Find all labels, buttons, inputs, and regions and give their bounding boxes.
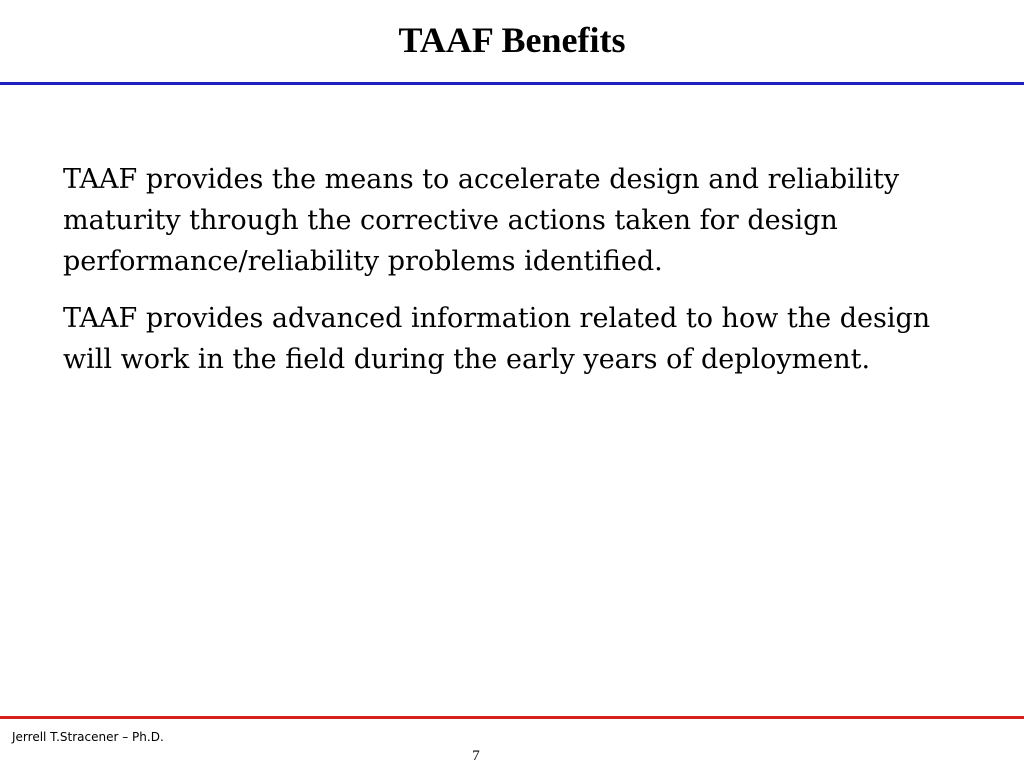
footer-divider — [0, 716, 1024, 719]
page-number: 7 — [472, 748, 480, 764]
footer-author: Jerrell T.Stracener – Ph.D. — [12, 730, 164, 744]
title-divider — [0, 82, 1024, 85]
body-paragraph-1: TAAF provides the means to accelerate design and reliability maturity through the corrective actions taken for design performance/reliability problems identified. — [63, 164, 900, 277]
slide-body — [63, 159, 963, 380]
body-paragraph-2: TAAF provides advanced information related to how the design will work in the field during the early years of deployment. — [63, 303, 931, 375]
slide-title: TAAF Benefits — [398, 20, 626, 60]
